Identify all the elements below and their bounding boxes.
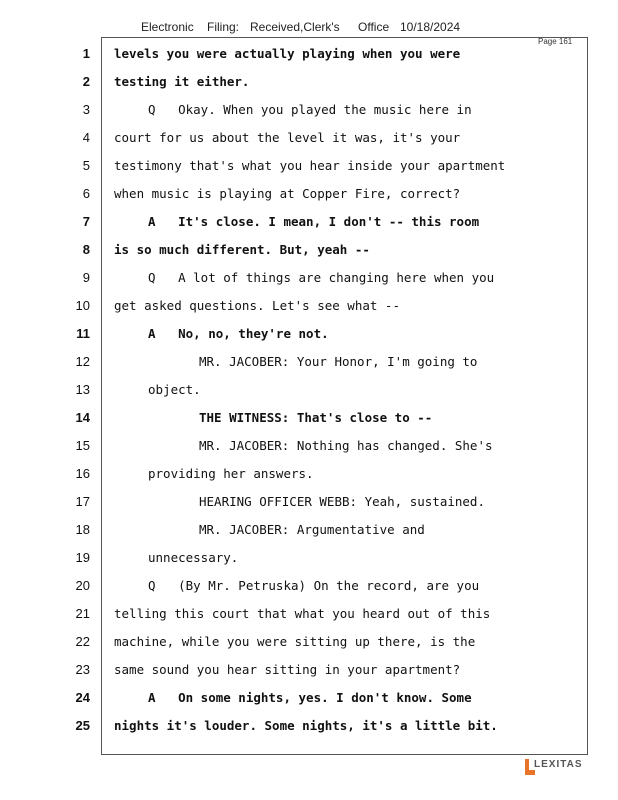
transcript-line	[0, 712, 618, 740]
line-number: 7	[82, 214, 90, 229]
line-number: 13	[75, 382, 90, 397]
line-text: HEARING OFFICER WEBB: Yeah, sustained.	[199, 494, 485, 509]
filing-header	[0, 18, 618, 36]
line-text: same sound you hear sitting in your apartment?	[114, 662, 461, 677]
transcript-line	[0, 292, 618, 320]
page-number: Page 161	[538, 37, 573, 46]
transcript-line	[0, 628, 618, 656]
line-text: is so much different. But, yeah --	[114, 242, 370, 257]
line-text: when music is playing at Copper Fire, correct?	[114, 186, 461, 201]
line-number: 3	[82, 102, 90, 117]
filing-status: Received,Clerk's	[250, 20, 340, 34]
line-text: testing it either.	[114, 74, 250, 89]
line-number: 21	[75, 606, 90, 621]
lexitas-logo-text: LEXITAS	[534, 759, 583, 770]
transcript-line	[0, 40, 618, 68]
line-text: object.	[148, 382, 201, 397]
line-number: 6	[82, 186, 90, 201]
line-text: providing her answers.	[148, 466, 314, 481]
line-text: get asked questions. Let's see what --	[114, 298, 400, 313]
line-text: A No, no, they're not.	[148, 326, 329, 341]
line-number: 9	[82, 270, 90, 285]
filing-office: Office	[358, 20, 390, 34]
transcript-line	[0, 180, 618, 208]
transcript-line	[0, 572, 618, 600]
line-number: 4	[82, 130, 90, 145]
line-number: 17	[75, 494, 90, 509]
transcript-line	[0, 516, 618, 544]
transcript-line	[0, 320, 618, 348]
filing-label: Filing:	[207, 20, 240, 34]
line-number: 11	[76, 326, 90, 341]
line-number: 10	[75, 298, 90, 313]
line-number: 15	[75, 438, 90, 453]
line-number: 5	[82, 158, 90, 173]
line-text: Q (By Mr. Petruska) On the record, are you	[148, 578, 480, 593]
line-text: THE WITNESS: That's close to --	[199, 410, 433, 425]
line-number: 22	[75, 634, 90, 649]
line-text: levels you were actually playing when you were	[114, 46, 461, 61]
transcript-line	[0, 656, 618, 684]
line-number: 14	[75, 410, 90, 425]
line-number: 19	[75, 550, 90, 565]
filing-date: 10/18/2024	[400, 20, 461, 34]
filing-electronic: Electronic	[141, 20, 194, 34]
transcript-line	[0, 68, 618, 96]
line-text: unnecessary.	[148, 550, 239, 565]
line-number: 20	[75, 578, 90, 593]
transcript-line	[0, 684, 618, 712]
line-text: telling this court that what you heard out of this	[114, 606, 491, 621]
line-number: 18	[75, 522, 90, 537]
line-number: 25	[75, 718, 90, 733]
transcript-line	[0, 124, 618, 152]
line-text: Q A lot of things are changing here when you	[148, 270, 495, 285]
transcript-line	[0, 348, 618, 376]
line-number: 12	[75, 354, 90, 369]
transcript-line	[0, 96, 618, 124]
transcript-line	[0, 600, 618, 628]
line-number: 16	[75, 466, 90, 481]
transcript-line	[0, 152, 618, 180]
line-number: 23	[75, 662, 90, 677]
line-text: machine, while you were sitting up there, is the	[114, 634, 476, 649]
transcript-line	[0, 208, 618, 236]
line-text: nights it's louder. Some nights, it's a little bit.	[114, 718, 498, 733]
line-text: MR. JACOBER: Argumentative and	[199, 522, 425, 537]
line-text: testimony that's what you hear inside your apartment	[114, 158, 506, 173]
line-text: Q Okay. When you played the music here in	[148, 102, 472, 117]
lexitas-logo	[524, 758, 594, 776]
line-text: MR. JACOBER: Your Honor, I'm going to	[199, 354, 478, 369]
line-text: A It's close. I mean, I don't -- this room	[148, 214, 480, 229]
transcript-line	[0, 264, 618, 292]
line-number: 24	[75, 690, 90, 705]
transcript-line	[0, 432, 618, 460]
line-number: 2	[82, 74, 90, 89]
transcript-line	[0, 236, 618, 264]
line-text: court for us about the level it was, it's your	[114, 130, 461, 145]
transcript-line	[0, 488, 618, 516]
transcript-line	[0, 544, 618, 572]
transcript-line	[0, 376, 618, 404]
line-text: A On some nights, yes. I don't know. Some	[148, 690, 472, 705]
line-text: MR. JACOBER: Nothing has changed. She's	[199, 438, 493, 453]
transcript-line	[0, 404, 618, 432]
line-number: 1	[82, 46, 90, 61]
transcript-line	[0, 460, 618, 488]
line-number: 8	[82, 242, 90, 257]
